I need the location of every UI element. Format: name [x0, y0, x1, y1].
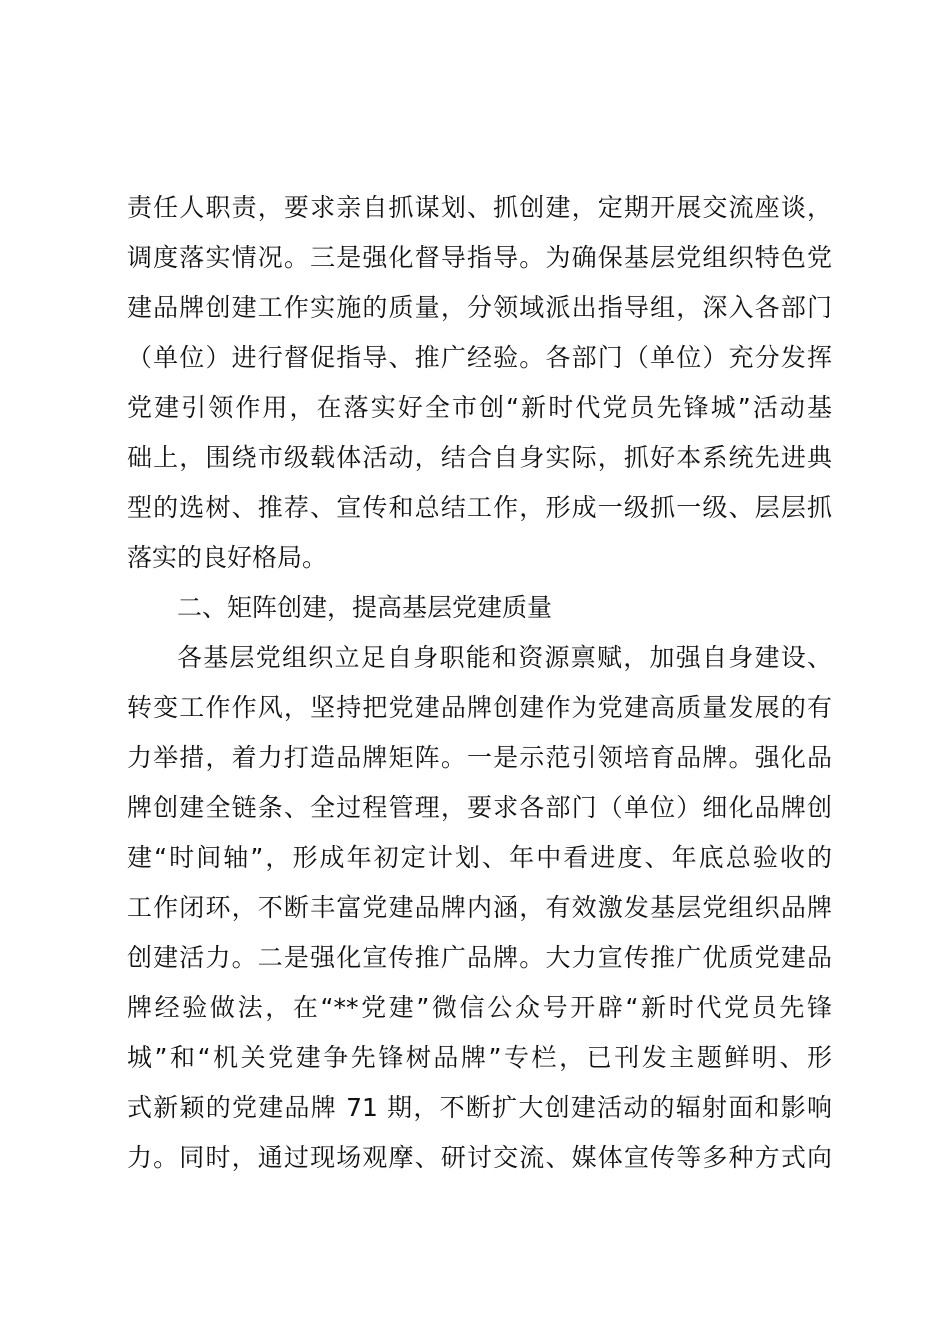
section-heading: 二、矩阵创建，提高基层党建质量 [177, 593, 553, 622]
text-line: 牌创建全链条、全过程管理，要求各部门（单位）细化品牌创 [127, 793, 832, 822]
text-line: 式新颖的党建品牌 71 期，不断扩大创建活动的辐射面和影响 [127, 1093, 832, 1122]
text-line: 础上，围绕市级载体活动，结合自身实际，抓好本系统先进典 [127, 443, 832, 472]
text-line: 工作闭环，不断丰富党建品牌内涵，有效激发基层党组织品牌 [127, 893, 832, 922]
text-line: 责任人职责，要求亲自抓谋划、抓创建，定期开展交流座谈， [127, 193, 832, 222]
text-line: 各基层党组织立足自身职能和资源禀赋，加强自身建设、 [177, 643, 832, 672]
text-line: 型的选树、推荐、宣传和总结工作，形成一级抓一级、层层抓 [127, 493, 832, 522]
text-line: 转变工作作风，坚持把党建品牌创建作为党建高质量发展的有 [127, 693, 832, 722]
text-line: 牌经验做法，在“**党建”微信公众号开辟“新时代党员先锋 [127, 993, 832, 1022]
body-text [127, 183, 832, 1183]
text-line: 力。同时，通过现场观摩、研讨交流、媒体宣传等多种方式向 [127, 1143, 832, 1172]
text-line: 创建活力。二是强化宣传推广品牌。大力宣传推广优质党建品 [127, 943, 832, 972]
text-line: 建品牌创建工作实施的质量，分领域派出指导组，深入各部门 [127, 293, 832, 322]
text-line: （单位）进行督促指导、推广经验。各部门（单位）充分发挥 [127, 343, 832, 372]
text-line: 建“时间轴”，形成年初定计划、年中看进度、年底总验收的 [127, 843, 832, 872]
text-line: 调度落实情况。三是强化督导指导。为确保基层党组织特色党 [127, 243, 832, 272]
text-line: 力举措，着力打造品牌矩阵。一是示范引领培育品牌。强化品 [127, 743, 832, 772]
text-line: 落实的良好格局。 [127, 543, 328, 572]
text-line: 城”和“机关党建争先锋树品牌”专栏，已刊发主题鲜明、形 [127, 1043, 832, 1072]
text-line: 党建引领作用，在落实好全市创“新时代党员先锋城”活动基 [127, 393, 832, 422]
